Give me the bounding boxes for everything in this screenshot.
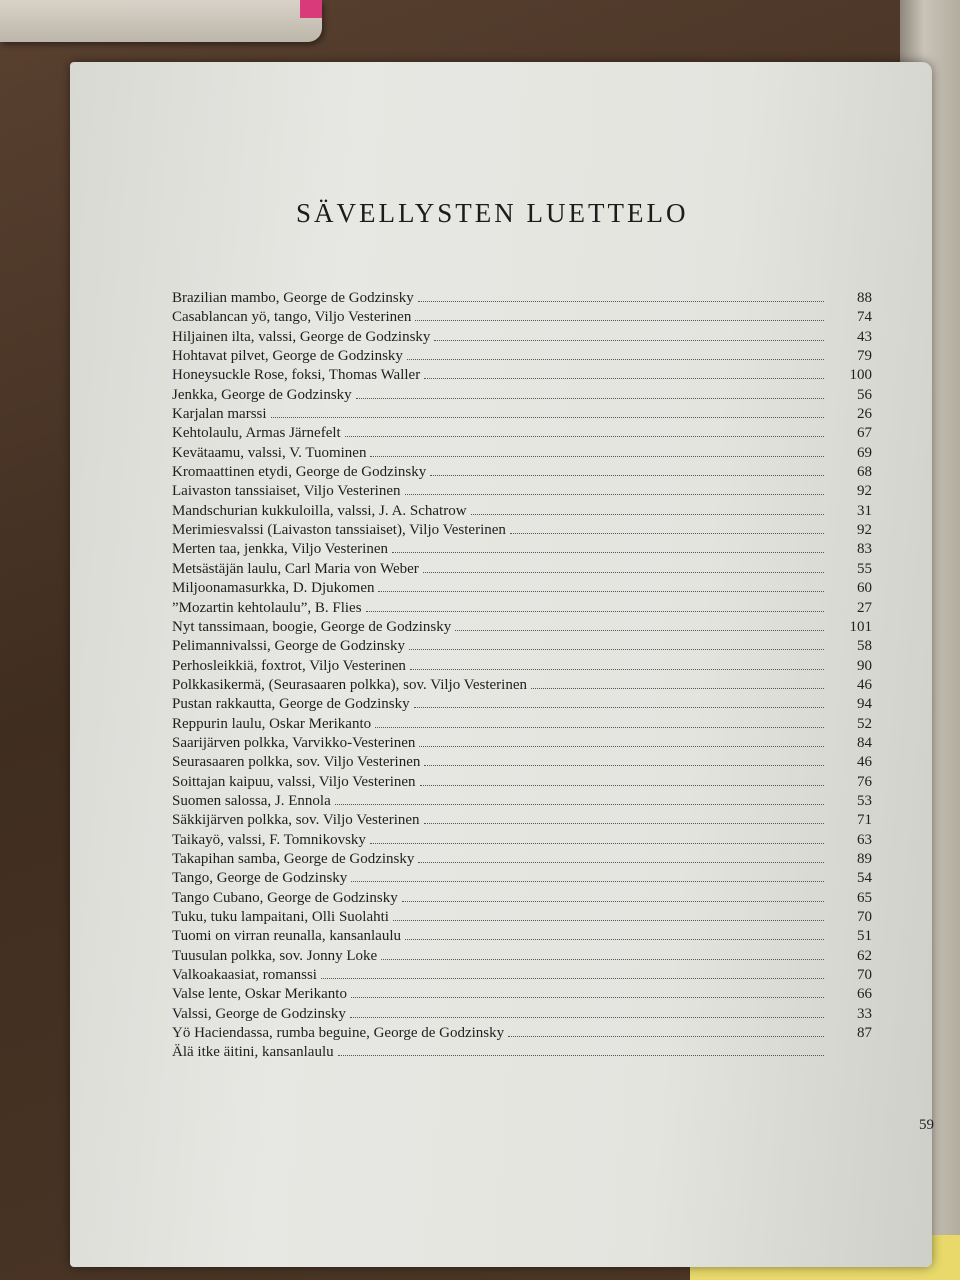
toc-entry: Soittajan kaipuu, valssi, Viljo Vesterinen (172, 773, 416, 790)
toc-page-number: 65 (857, 889, 872, 906)
toc-page-number: 70 (857, 909, 872, 925)
toc-row (172, 600, 872, 619)
toc-entry: Polkkasikermä, (Seurasaaren polkka), sov. Viljo Vesterinen (172, 676, 527, 693)
toc-row (172, 909, 872, 928)
toc-row (172, 348, 872, 367)
toc-row (172, 541, 872, 560)
dot-leader (418, 851, 824, 863)
toc-row (172, 1044, 872, 1063)
toc-entry: Tuku, tuku lampaitani, Olli Suolahti (172, 909, 389, 925)
toc-page-number: 31 (857, 502, 872, 519)
toc-page-number: 101 (849, 618, 872, 635)
toc-row (172, 890, 872, 909)
toc-entry: Valse lente, Oskar Merikanto (172, 986, 347, 1003)
toc-page-number: 46 (857, 676, 872, 693)
toc-row (172, 774, 872, 793)
dot-leader (409, 638, 824, 650)
trailing-page-number: 59 (919, 1117, 934, 1133)
dot-leader (393, 909, 824, 921)
toc-entry: Nyt tanssimaan, boogie, George de Godzinsky (172, 618, 452, 635)
toc-entry: Pelimannivalssi, George de Godzinsky (172, 638, 406, 655)
toc-row (172, 522, 872, 541)
dot-leader (424, 367, 824, 379)
toc-page-number: 43 (857, 328, 872, 345)
toc-page-number: 92 (857, 522, 872, 539)
toc-page-number: 94 (857, 696, 872, 713)
toc-entry: Tango Cubano, George de Godzinsky (172, 889, 398, 906)
toc-page-number: 26 (857, 406, 872, 423)
toc-page-number: 56 (857, 386, 872, 403)
dot-leader (414, 696, 824, 708)
dot-leader (370, 445, 824, 457)
toc-page-number: 58 (857, 638, 872, 655)
dot-leader (392, 541, 824, 553)
toc-page-number: 92 (857, 483, 872, 500)
dot-leader (356, 387, 824, 399)
table-of-contents (172, 290, 872, 1064)
toc-page-number: 89 (857, 850, 872, 867)
toc-row (172, 329, 872, 348)
toc-entry: Saarijärven polkka, Varvikko-Vesterinen (172, 734, 416, 751)
dot-leader (434, 329, 824, 341)
toc-page-number: 66 (857, 986, 872, 1003)
toc-row (172, 406, 872, 425)
toc-entry: Kromaattinen etydi, George de Godzinsky (172, 464, 427, 481)
dot-leader (471, 503, 824, 515)
dot-leader (405, 928, 824, 940)
toc-row (172, 928, 872, 947)
dot-leader (419, 735, 824, 747)
toc-row (172, 870, 872, 889)
dot-leader (423, 561, 824, 573)
toc-entry: Casablancan yö, tango, Viljo Vesterinen (172, 309, 412, 326)
dot-leader (455, 619, 824, 631)
toc-page-number: 69 (857, 444, 872, 461)
toc-row (172, 793, 872, 812)
toc-entry: Hohtavat pilvet, George de Godzinsky (172, 348, 403, 365)
toc-row (172, 367, 872, 386)
dot-leader (350, 1006, 824, 1018)
toc-entry: Valkoakaasiat, romanssi (172, 967, 317, 984)
toc-row (172, 658, 872, 677)
toc-entry: Taikayö, valssi, F. Tomnikovsky (172, 831, 366, 848)
dot-leader (410, 658, 824, 670)
toc-page-number: 54 (857, 870, 872, 887)
toc-row (172, 580, 872, 599)
toc-row (172, 735, 872, 754)
toc-entry: Perhosleikkiä, foxtrot, Viljo Vesterinen (172, 657, 406, 674)
toc-entry: Metsästäjän laulu, Carl Maria von Weber (172, 560, 419, 577)
toc-entry: Yö Haciendassa, rumba beguine, George de Godzinsky (172, 1025, 505, 1042)
toc-page-number: 74 (857, 309, 872, 326)
dot-leader (402, 890, 824, 902)
toc-row (172, 561, 872, 580)
toc-row (172, 425, 872, 444)
toc-page-number: 51 (857, 928, 872, 945)
toc-page-number: 83 (857, 541, 872, 558)
toc-page-number: 84 (857, 734, 872, 751)
toc-entry: Tuomi on virran reunalla, kansanlaulu (172, 928, 401, 945)
toc-row (172, 1006, 872, 1025)
dot-leader (351, 870, 824, 882)
toc-entry: Kevätaamu, valssi, V. Tuominen (172, 444, 367, 461)
toc-page-number: 27 (857, 599, 872, 616)
toc-page-number: 76 (857, 773, 872, 790)
toc-row (172, 503, 872, 522)
dot-leader (405, 483, 824, 495)
toc-row (172, 309, 872, 328)
toc-row (172, 445, 872, 464)
toc-page-number: 67 (857, 425, 872, 442)
toc-page-number: 100 (849, 367, 872, 384)
toc-entry: Mandschurian kukkuloilla, valssi, J. A. Schatrow (172, 502, 467, 519)
dot-leader (381, 948, 824, 960)
dot-leader (321, 967, 824, 979)
toc-entry: Seurasaaren polkka, sov. Viljo Vesterinen (172, 754, 421, 771)
toc-row (172, 619, 872, 638)
toc-row (172, 387, 872, 406)
dot-leader (430, 464, 824, 476)
toc-entry: Merten taa, jenkka, Viljo Vesterinen (172, 541, 388, 558)
dot-leader (510, 522, 824, 534)
toc-row (172, 483, 872, 502)
toc-entry: Tuusulan polkka, sov. Jonny Loke (172, 947, 378, 964)
toc-row (172, 986, 872, 1005)
toc-row (172, 967, 872, 986)
toc-row (172, 832, 872, 851)
toc-row (172, 812, 872, 831)
toc-entry: Säkkijärven polkka, sov. Viljo Vesterinen (172, 812, 420, 829)
toc-entry: Takapihan samba, George de Godzinsky (172, 850, 415, 867)
toc-page-number: 52 (857, 715, 872, 732)
dot-leader (271, 406, 824, 418)
document-page (70, 62, 932, 1267)
dot-leader (345, 425, 824, 437)
toc-entry: Älä itke äitini, kansanlaulu (172, 1044, 334, 1061)
toc-entry: Tango, George de Godzinsky (172, 870, 348, 887)
dot-leader (418, 290, 824, 302)
toc-page-number: 55 (857, 560, 872, 577)
toc-page-number: 46 (857, 754, 872, 771)
toc-row (172, 716, 872, 735)
toc-entry: Miljoonamasurkka, D. Djukomen (172, 580, 375, 597)
toc-page-number: 33 (857, 1005, 872, 1022)
toc-row (172, 851, 872, 870)
toc-row (172, 638, 872, 657)
toc-entry: Brazilian mambo, George de Godzinsky (172, 290, 414, 306)
toc-entry: Jenkka, George de Godzinsky (172, 386, 352, 403)
toc-row (172, 464, 872, 483)
toc-entry: Pustan rakkautta, George de Godzinsky (172, 696, 410, 713)
toc-page-number: 70 (857, 967, 872, 984)
dot-leader (508, 1025, 824, 1037)
toc-row (172, 677, 872, 696)
dot-leader (375, 716, 824, 728)
toc-page-number: 79 (857, 348, 872, 365)
magazine-pink-edge (300, 0, 322, 18)
toc-entry: Suomen salossa, J. Ennola (172, 792, 331, 809)
toc-page-number: 68 (857, 464, 872, 481)
toc-entry: Laivaston tanssiaiset, Viljo Vesterinen (172, 483, 401, 500)
dot-leader (407, 348, 824, 360)
dot-leader (378, 580, 824, 592)
dot-leader (531, 677, 824, 689)
dot-leader (370, 832, 824, 844)
toc-page-number: 60 (857, 580, 872, 597)
toc-row (172, 948, 872, 967)
page-title: SÄVELLYSTEN LUETTELO (296, 198, 689, 228)
dot-leader (351, 986, 824, 998)
toc-entry: Valssi, George de Godzinsky (172, 1005, 346, 1022)
toc-page-number: 63 (857, 831, 872, 848)
dot-leader (420, 774, 824, 786)
dot-leader (366, 600, 824, 612)
toc-row (172, 1025, 872, 1044)
toc-page-number: 62 (857, 947, 872, 964)
toc-row (172, 754, 872, 773)
toc-page-number: 87 (857, 1025, 872, 1042)
toc-page-number: 71 (857, 812, 872, 829)
toc-entry: Honeysuckle Rose, foksi, Thomas Waller (172, 367, 421, 384)
toc-entry: Karjalan marssi (172, 406, 267, 423)
dot-leader (338, 1044, 824, 1056)
toc-entry: ”Mozartin kehtolaulu”, B. Flies (172, 599, 362, 616)
dot-leader (424, 754, 824, 766)
toc-entry: Merimiesvalssi (Laivaston tanssiaiset), Viljo Vesterinen (172, 522, 506, 539)
toc-page-number: 53 (857, 792, 872, 809)
dot-leader (415, 309, 824, 321)
dot-leader (335, 793, 824, 805)
toc-entry: Kehtolaulu, Armas Järnefelt (172, 425, 341, 442)
toc-row (172, 696, 872, 715)
toc-entry: Hiljainen ilta, valssi, George de Godzinsky (172, 328, 431, 345)
toc-page-number: 90 (857, 657, 872, 674)
toc-page-number: 88 (857, 290, 872, 306)
toc-entry: Reppurin laulu, Oskar Merikanto (172, 715, 372, 732)
toc-row (172, 290, 872, 309)
dot-leader (424, 812, 824, 824)
magazine-corner (0, 0, 322, 42)
